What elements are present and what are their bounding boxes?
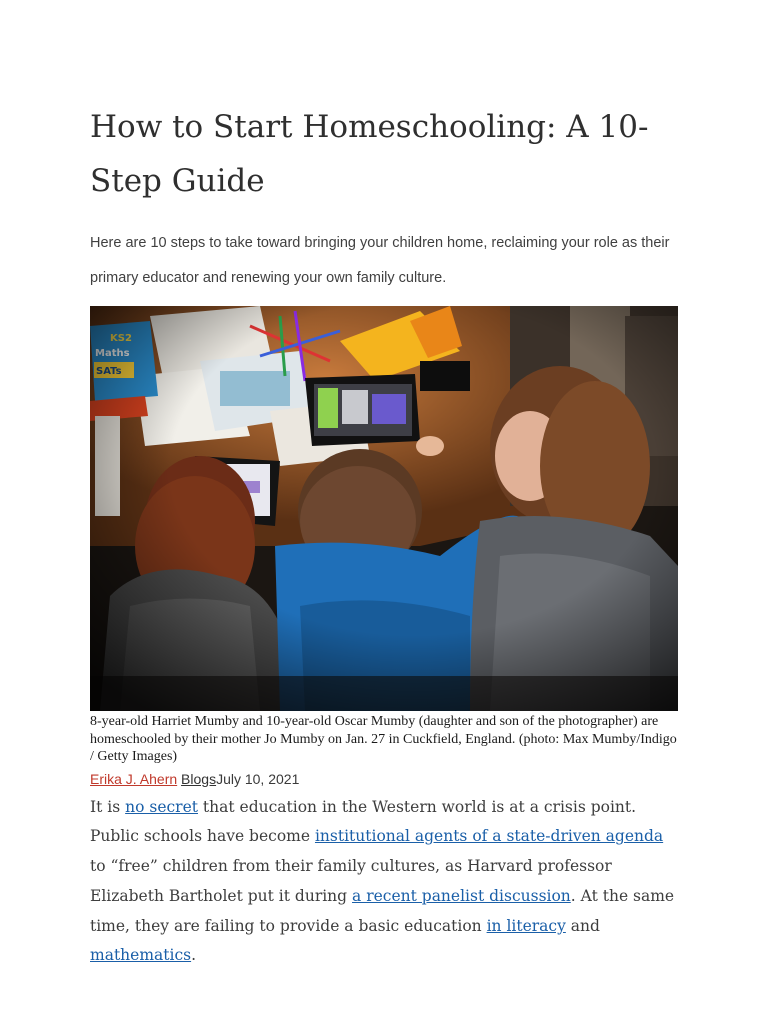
body-text-segment: to “free” children from their family cultures, as Harvard professor Elizabeth Bartholet put it during bbox=[90, 857, 612, 905]
article-title: How to Start Homeschooling: A 10-Step Guide bbox=[90, 109, 649, 199]
link-institutional-agents[interactable]: institutional agents of a state-driven agenda bbox=[314, 827, 664, 846]
publish-date: July 10, 2021 bbox=[216, 770, 300, 787]
body-text-segment: . bbox=[191, 946, 197, 965]
article bbox=[90, 100, 678, 971]
link-panelist-discussion[interactable]: a recent panelist discussion bbox=[352, 886, 571, 905]
link-mathematics[interactable]: mathematics bbox=[90, 946, 192, 965]
byline bbox=[90, 769, 678, 789]
author-link[interactable]: Erika J. Ahern bbox=[90, 770, 178, 787]
link-no-secret[interactable]: no secret bbox=[125, 797, 198, 816]
body-text-segment: and bbox=[565, 916, 600, 935]
body-text-segment: that education in the Western world is at a crisis point. Public schools have become bbox=[90, 797, 637, 846]
body-text-segment: . At the same time, they are failing to provide a basic education bbox=[90, 886, 675, 935]
article-body-paragraph bbox=[90, 793, 678, 972]
photo-caption: 8-year-old Harriet Mumby and 10-year-old Oscar Mumby (daughter and son of the photographer) are homeschooled by their mother Jo Mumby on Jan. 27 in Cuckfield, England. (photo: Max Mumby/Indigo / Getty Images) bbox=[90, 714, 677, 764]
category-link[interactable]: Blogs bbox=[181, 770, 217, 787]
body-text-segment: It is bbox=[90, 797, 126, 816]
homeschool-photo bbox=[90, 306, 678, 711]
article-figure bbox=[90, 306, 678, 766]
link-literacy[interactable]: in literacy bbox=[486, 916, 566, 935]
article-dek: Here are 10 steps to take toward bringing your children home, reclaiming your role as their primary educator and renewing your own family culture. bbox=[90, 235, 670, 286]
